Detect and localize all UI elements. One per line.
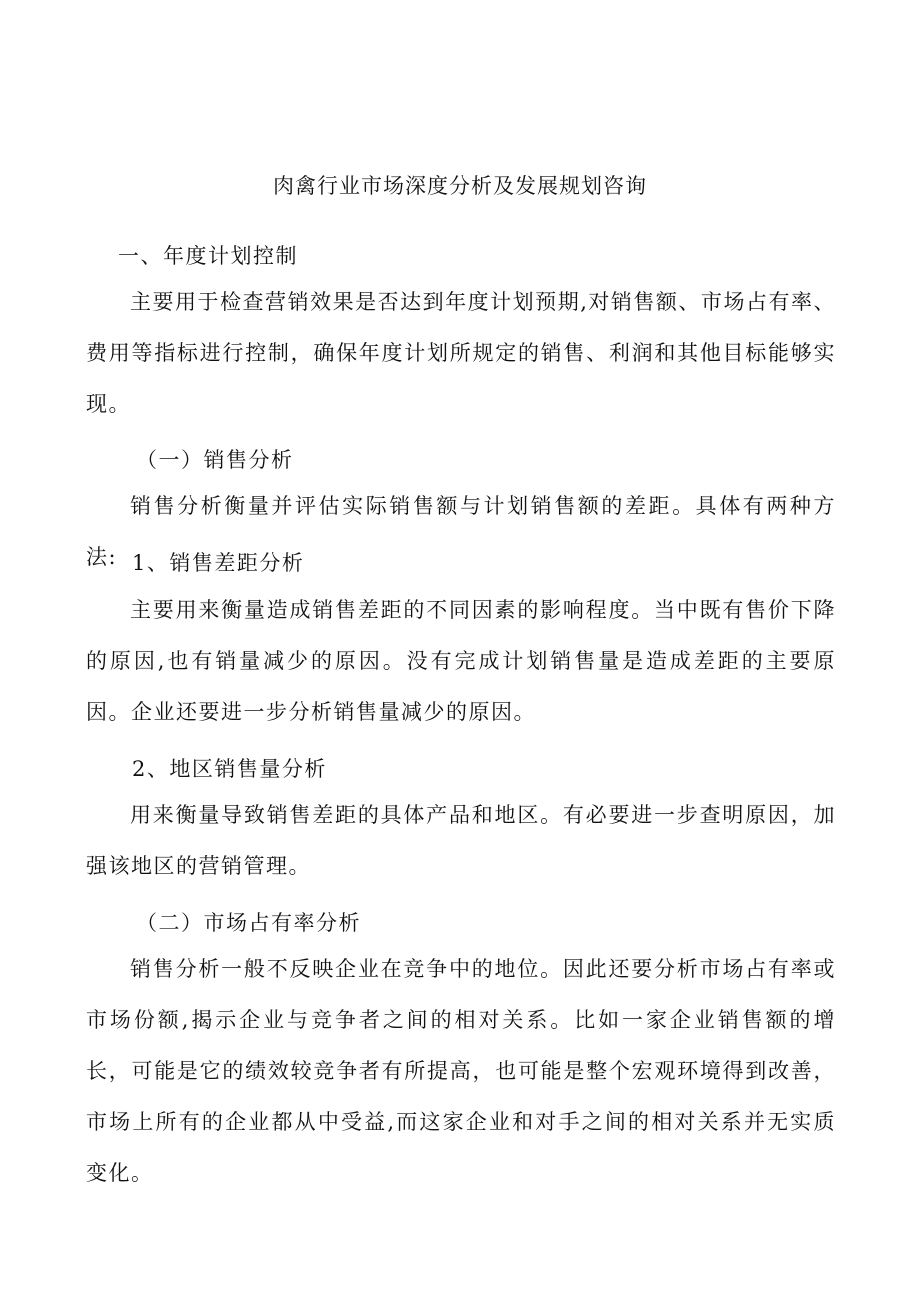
paragraph-sales-gap-analysis: 主要用来衡量造成销售差距的不同因素的影响程度。当中既有售价下降的原因,也有销量减少的原因。没有完成计划销售量是造成差距的主要原因。企业还要进一步分析销售量减少的原因。 [86, 598, 836, 724]
paragraph-regional-sales-analysis: 用来衡量导致销售差距的具体产品和地区。有必要进一步查明原因，加强该地区的营销管理。 [86, 803, 836, 878]
paragraph-annual-plan-control: 主要用于检查营销效果是否达到年度计划预期,对销售额、市场占有率、费用等指标进行控制，确保年度计划所规定的销售、利润和其他目标能够实现。 [86, 290, 836, 416]
heading-sales-gap-analysis: 1、销售差距分析 [132, 551, 305, 575]
document-title: 肉禽行业市场深度分析及发展规划咨询 [273, 174, 647, 198]
heading-regional-sales-analysis: 2、地区销售量分析 [132, 757, 327, 781]
heading-annual-plan-control: 一、年度计划控制 [118, 244, 298, 268]
paragraph-market-share-analysis: 销售分析一般不反映企业在竞争中的地位。因此还要分析市场占有率或市场份额,揭示企业与竞争者之间的相对关系。比如一家企业销售额的增长，可能是它的绩效较竞争者有所提高，也可能是整个宏观环境得到改善，市场上所有的企业都从中受益,而这家企业和对手之间的相对关系并无实质变化。 [86, 957, 836, 1185]
heading-market-share-analysis: （二）市场占有率分析 [136, 911, 361, 935]
heading-sales-analysis: （一）销售分析 [136, 448, 294, 472]
paragraph-sales-analysis: 销售分析衡量并评估实际销售额与计划销售额的差距。具体有两种方法: [86, 494, 836, 569]
